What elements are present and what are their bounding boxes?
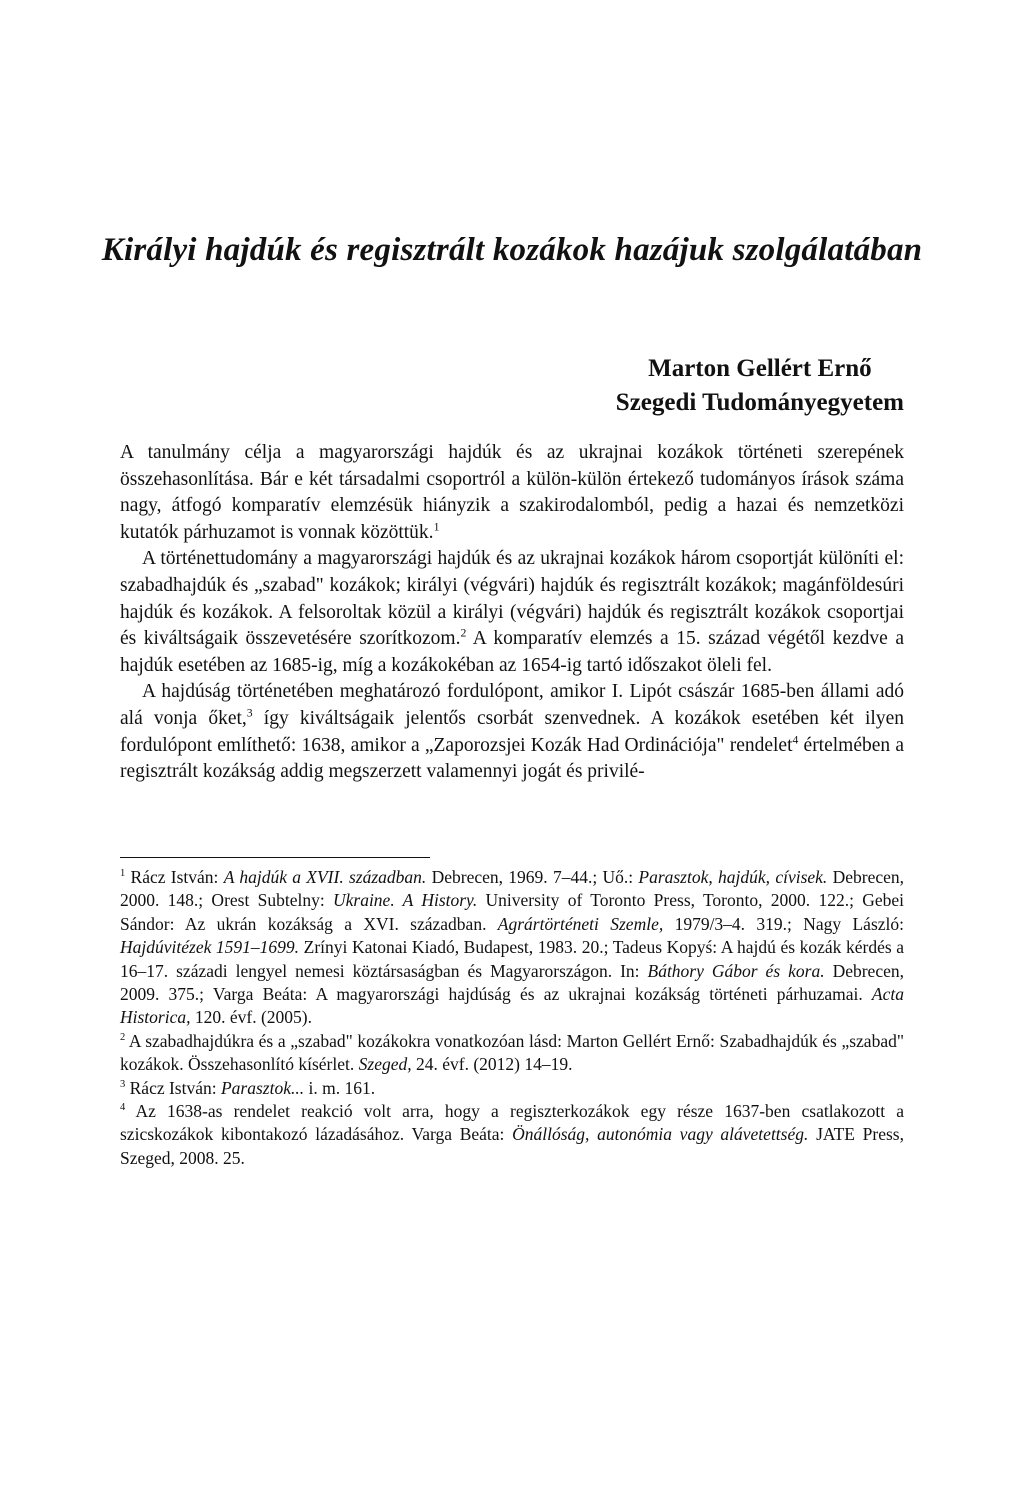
footnote-title: Parasztok, hajdúk, cívisek. <box>638 867 828 887</box>
paragraph-1 <box>120 440 904 546</box>
paragraph-2-text-a: A történettudomány a magyarországi hajdúk és az ukrajnai kozákok három csoportját különíti el: szabadhajdúk és „szabad" kozákok; királyi (végvári) hajdúk és regisztrált kozákok; magánföldesúri hajdúk és kozákok. A felsoroltak közül a királyi (végvári) hajdúk és regisztrált kozákok csoportjai és kiváltságaik összevetésére szorítkozom. <box>120 548 904 650</box>
paragraph-2 <box>120 546 904 679</box>
footnote-text: Debrecen, 2009. 375.; Varga Beáta: A magyarországi hajdúság és az ukrajnai kozákság történeti párhuzamai. <box>120 960 904 1005</box>
footnote-ref-4: 4 <box>792 733 799 747</box>
footnote-title: Szeged, <box>358 1054 412 1075</box>
footnotes <box>120 866 904 1170</box>
footnote-number: 1 <box>120 868 126 880</box>
footnote-text: Zrínyi Katonai Kiadó, Budapest, 1983. 20.; Tadeus Kopyś: A hajdú és kozák kérdés a 16–17. századi lengyel nemesi köztársaságban és Magyarországon. In: <box>120 937 904 981</box>
footnote-ref-1: 1 <box>433 520 440 534</box>
footnote-text: Rácz István: <box>125 1077 221 1098</box>
footnote-title: Báthory Gábor és kora. <box>647 960 825 981</box>
footnote-title: Acta Historica, <box>120 984 904 1028</box>
footnote-title: A hajdúk a XVII. században. <box>223 867 427 887</box>
footnote-text: 120. évf. (2005). <box>190 1007 313 1028</box>
author-block <box>616 352 904 420</box>
article-body <box>120 440 904 786</box>
paragraph-3 <box>120 679 904 785</box>
article-title: Királyi hajdúk és regisztrált kozákok hazájuk szolgálatában <box>101 232 923 268</box>
footnote-ref-3: 3 <box>246 706 253 720</box>
footnote-text: 1979/3–4. 319.; Nagy László: <box>663 913 904 934</box>
footnote-2 <box>120 1030 904 1077</box>
footnote-3 <box>120 1077 904 1100</box>
footnote-text: Rácz István: <box>125 867 224 887</box>
footnote-number: 2 <box>120 1032 126 1044</box>
footnote-number: 4 <box>120 1102 126 1114</box>
footnote-text: 24. évf. (2012) 14–19. <box>411 1054 573 1075</box>
footnote-text: Debrecen, 2000. 148.; Orest Subtelny: <box>120 867 905 911</box>
footnote-number: 3 <box>120 1078 126 1090</box>
paragraph-2-text-b: A komparatív elemzés a 15. század végétől kezdve a hajdúk esetében az 1685-ig, míg a kozákokéban az 1654-ig tartó időszakot öleli fel. <box>120 628 904 676</box>
footnote-text: University of Toronto Press, Toronto, 2000. 122.; Gebei Sándor: Az ukrán kozákság a XVI. században. <box>120 890 904 934</box>
footnote-4 <box>120 1100 904 1170</box>
footnote-title: Hajdúvitézek 1591–1699. <box>120 937 300 958</box>
footnote-text: Debrecen, 1969. 7–44.; Uő.: <box>426 867 639 887</box>
paragraph-3-text-a: A hajdúság történetében meghatározó fordulópont, amikor I. Lipót császár 1685-ben állami adó alá vonja őket, <box>120 681 904 729</box>
footnote-text: i. m. 161. <box>304 1077 376 1098</box>
footnote-title: Agrártörténeti Szemle, <box>497 913 664 934</box>
paragraph-3-text-c: értelmében a regisztrált kozákság addig megszerzett valamennyi jogát és privilé- <box>120 734 904 783</box>
paragraph-1-text: A tanulmány célja a magyarországi hajdúk és az ukrajnai kozákok történeti szerepének összehasonlítása. Bár e két társadalmi csoportról a külön-külön értekező tudományos írások száma nagy, átfogó komparatív elemzésük hiányzik a szakirodalomból, pedig a hazai és nemzetközi kutatók párhuzamot is vonnak közöttük. <box>120 442 904 543</box>
footnote-rule <box>120 857 430 858</box>
footnote-title: Ukraine. A History. <box>332 890 478 911</box>
paragraph-3-text-b: így kiváltságaik jelentős csorbát szenvednek. A kozákok esetében két ilyen fordulópont említhető: 1638, amikor a „Zaporozsjei Kozák Had Ordinációja" rendelet <box>120 707 904 756</box>
footnote-1 <box>120 866 904 1030</box>
footnote-text: Az 1638-as rendelet reakció volt arra, hogy a regiszterkozákok egy része 1637-ben csatlakozott a szicskozákok kibontakozó lázadásához. Varga Beáta: <box>120 1101 904 1145</box>
footnote-text: JATE Press, Szeged, 2008. 25. <box>120 1124 904 1168</box>
footnote-text: A szabadhajdúkra és a „szabad" kozákokra vonatkozóan lásd: Marton Gellért Ernő: Szabadhajdúk és „szabad" kozákok. Összehasonlító kísérlet. <box>120 1030 904 1075</box>
footnote-ref-2: 2 <box>460 626 467 640</box>
footnote-title: Parasztok... <box>220 1077 305 1098</box>
footnote-title: Önállóság, autonómia vagy alávetettség. <box>512 1124 809 1145</box>
author-name: Marton Gellért Ernő <box>648 355 872 382</box>
author-affiliation: Szegedi Tudományegyetem <box>615 389 904 416</box>
